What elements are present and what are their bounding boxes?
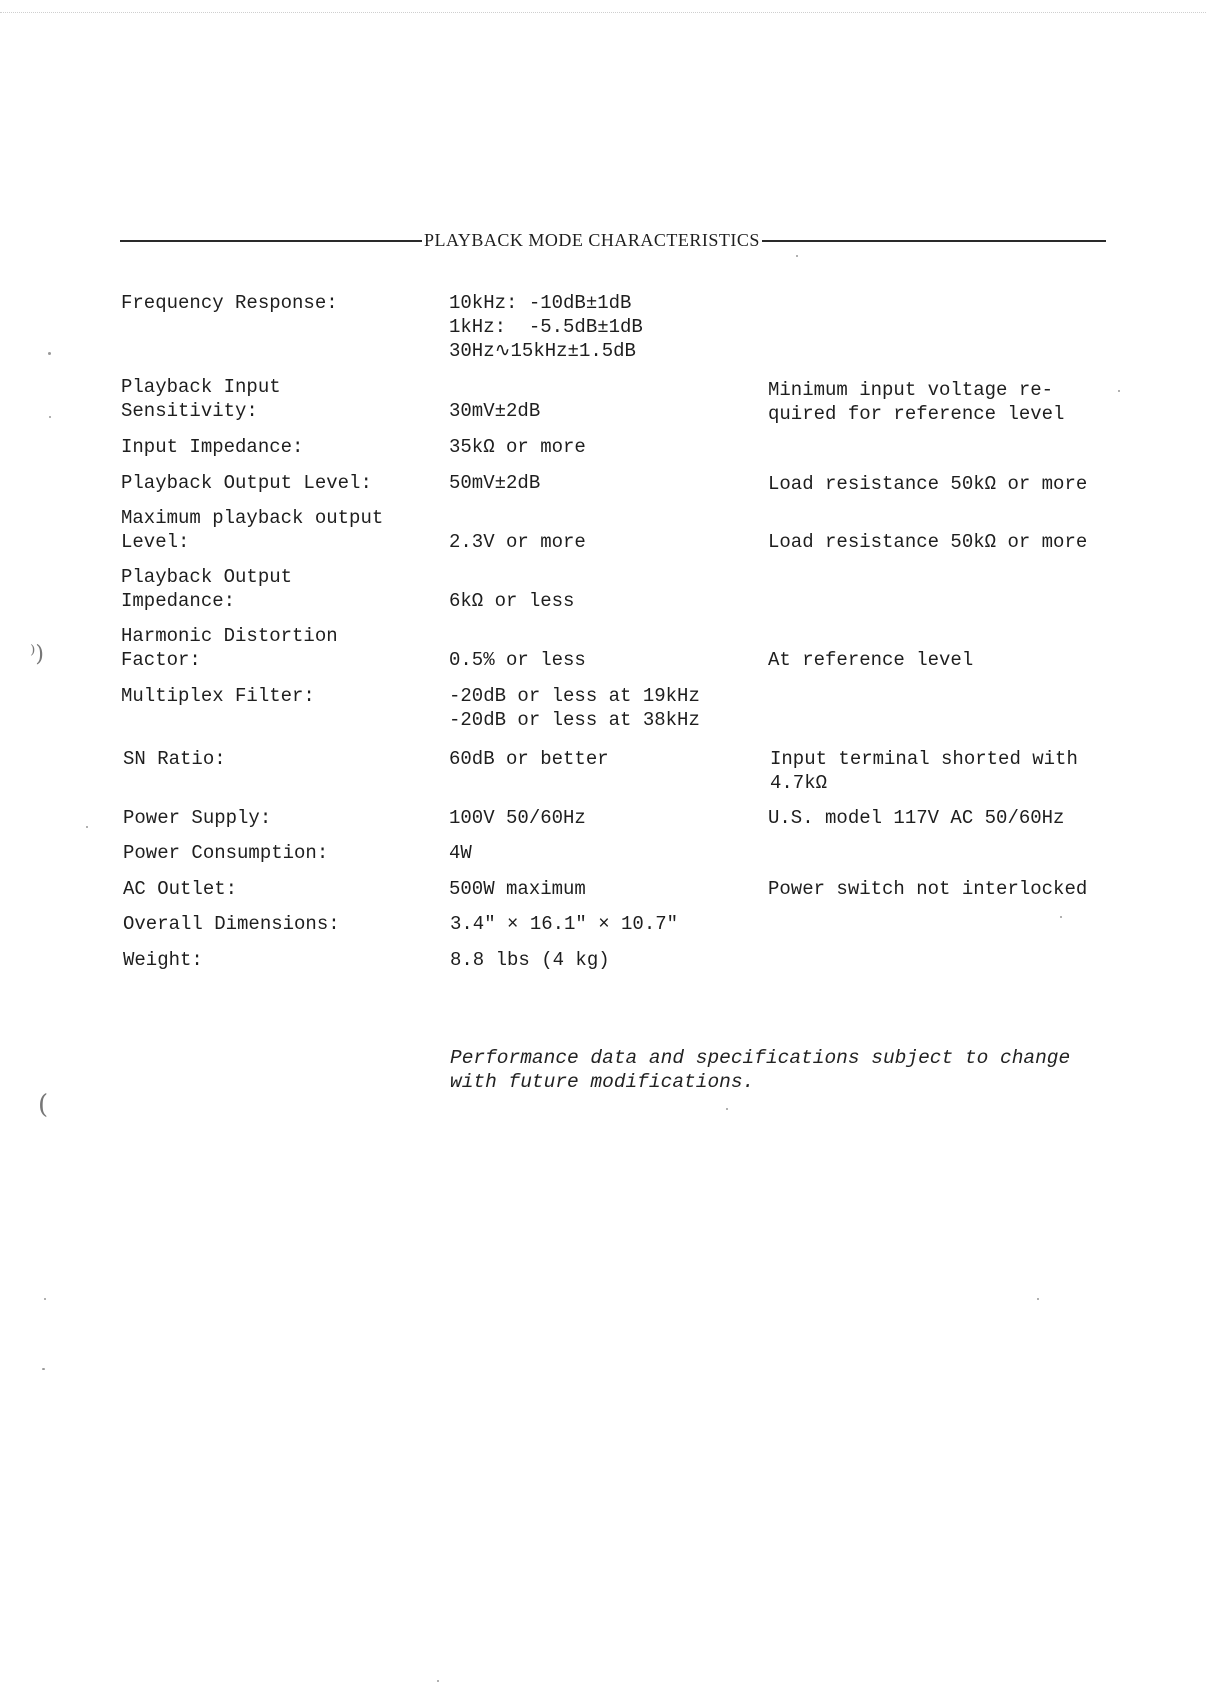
spec-value: 30mV±2dB (449, 400, 541, 422)
scan-speck (1118, 390, 1120, 392)
spec-row-sn-ratio (0, 747, 1206, 794)
spec-value: 10kHz: -10dB±1dB 1kHz: -5.5dB±1dB 30Hz∿15kHz±1.5dB (449, 292, 643, 362)
section-title: PLAYBACK MODE CHARACTERISTICS (424, 230, 760, 250)
spec-label: Overall Dimensions: (123, 913, 340, 935)
spec-value: 0.5% or less (449, 649, 586, 671)
spec-value: 8.8 lbs (4 kg) (450, 949, 610, 971)
scan-speck (44, 1298, 46, 1300)
spec-value: 50mV±2dB (449, 472, 541, 494)
spec-row-input-impedance (0, 435, 1206, 458)
spec-note: Input terminal shorted with 4.7kΩ (770, 748, 1078, 794)
scan-speck (726, 1108, 728, 1110)
spec-label: Multiplex Filter: (121, 685, 315, 707)
heading-rule-right (762, 240, 1106, 242)
heading-rule-left (120, 240, 422, 242)
spec-value: 35kΩ or more (449, 436, 586, 458)
spec-value: 6kΩ or less (449, 590, 575, 612)
spec-value: 3.4" × 16.1" × 10.7" (450, 913, 679, 935)
spec-row-harmonic-distortion-factor (0, 624, 1206, 671)
footnote: Performance data and specifications subject to change with future modifications. (450, 1047, 1071, 1093)
scan-speck (437, 1680, 439, 1682)
spec-note: At reference level (768, 649, 974, 671)
spec-row-overall-dimensions (0, 912, 1206, 935)
spec-row-weight (0, 948, 1206, 971)
spec-note: Load resistance 50kΩ or more (768, 473, 1088, 495)
scan-edge-line (0, 12, 1206, 13)
spec-value: 500W maximum (449, 878, 586, 900)
spec-value: 100V 50/60Hz (449, 807, 586, 829)
spec-label: Playback Output Level: (121, 472, 372, 494)
spec-label: Maximum playback output Level: (121, 507, 384, 553)
spec-row-frequency-response (0, 291, 1206, 362)
spec-note: Power switch not interlocked (768, 878, 1088, 900)
spec-row-power-supply (0, 806, 1206, 829)
margin-scribble: ( (38, 1090, 49, 1120)
spec-value: -20dB or less at 19kHz -20dB or less at 38kHz (449, 685, 700, 731)
spec-label: Playback Output Impedance: (121, 566, 293, 612)
spec-row-playback-output-impedance (0, 565, 1206, 612)
spec-note: U.S. model 117V AC 50/60Hz (768, 807, 1065, 829)
spec-value: 2.3V or more (449, 531, 586, 553)
spec-value: 4W (449, 842, 472, 864)
spec-row-power-consumption (0, 841, 1206, 864)
spec-row-multiplex-filter (0, 684, 1206, 731)
spec-value: 60dB or better (449, 748, 609, 770)
scan-speck (42, 1368, 45, 1370)
scan-speck (49, 416, 51, 418)
spec-label: Harmonic Distortion Factor: (121, 625, 338, 671)
spec-row-playback-input-sensitivity (0, 375, 1206, 425)
spec-label: Playback Input Sensitivity: (121, 376, 281, 422)
spec-note: Load resistance 50kΩ or more (768, 531, 1088, 553)
section-heading (120, 230, 1106, 251)
scan-speck (796, 255, 798, 257)
spec-note: Minimum input voltage re- quired for reference level (768, 379, 1065, 425)
spec-label: Power Supply: (123, 807, 272, 829)
spec-label: Power Consumption: (123, 842, 329, 864)
spec-label: SN Ratio: (123, 748, 226, 770)
scan-speck (1060, 916, 1062, 918)
scan-speck (86, 826, 88, 828)
spec-row-ac-outlet (0, 877, 1206, 900)
margin-scribble: ⁾) (30, 642, 44, 667)
spec-row-maximum-playback-output-level (0, 506, 1206, 553)
scan-speck (48, 352, 51, 355)
spec-label: AC Outlet: (123, 878, 238, 900)
scan-speck (1037, 1298, 1039, 1300)
spec-label: Weight: (123, 949, 203, 971)
spec-row-playback-output-level (0, 471, 1206, 495)
spec-label: Frequency Response: (121, 292, 338, 314)
spec-label: Input Impedance: (121, 436, 304, 458)
